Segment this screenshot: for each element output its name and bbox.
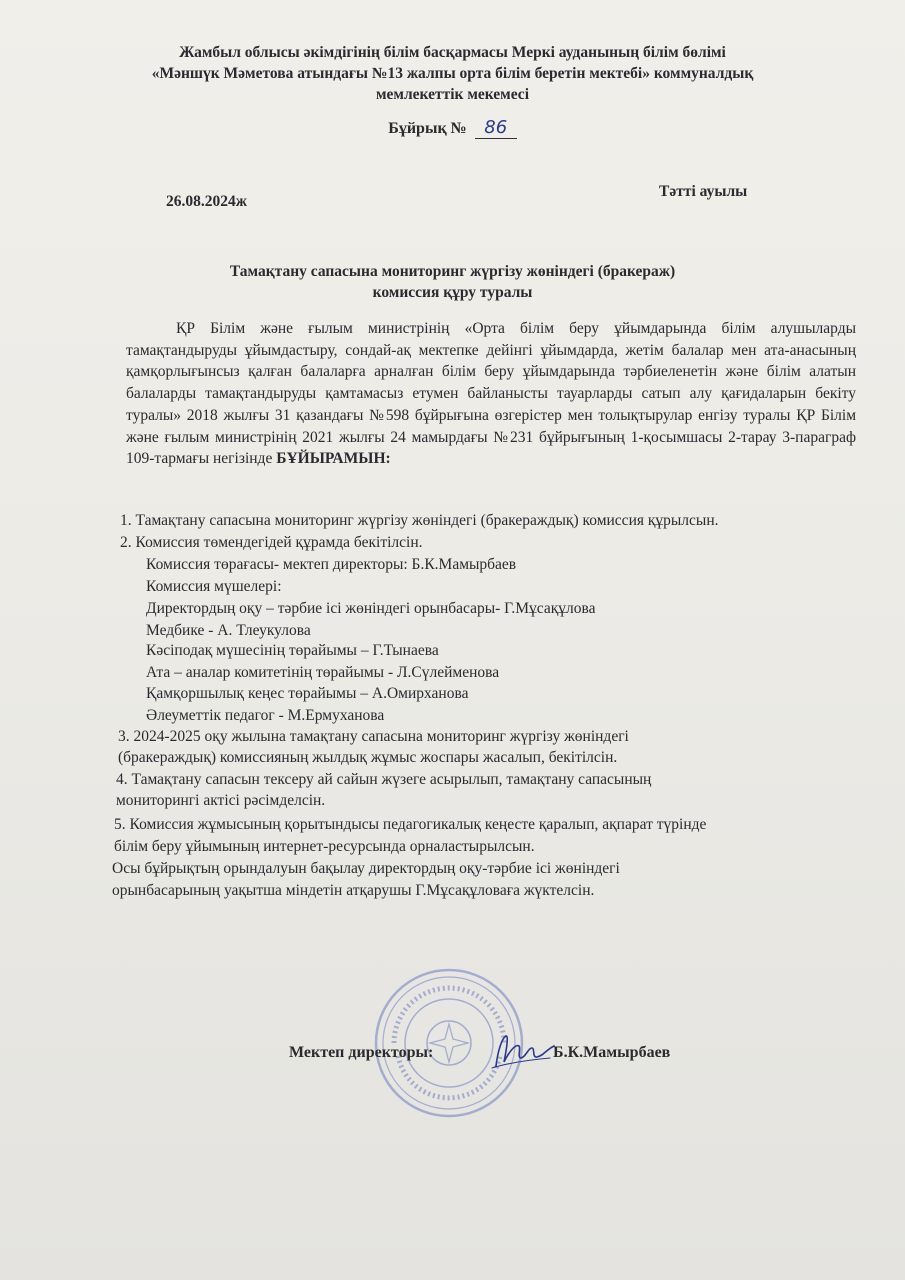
commission-member: Медбике - А. Тлеукулова xyxy=(146,622,311,639)
preamble-paragraph xyxy=(126,318,856,470)
item-2: 2. Комиссия төмендегідей құрамда бекітілсін. xyxy=(120,534,423,551)
document-title-line-2: комиссия құру туралы xyxy=(372,284,533,301)
item-4-line-2: мониторингі актісі рәсімделсін. xyxy=(116,792,326,809)
commission-member: Ата – аналар комитетінің төрайымы - Л.Сүлейменова xyxy=(146,664,500,681)
item-3-line-2: (бракераждық) комиссияның жылдық жұмыс жоспары жасалып, бекітілсін. xyxy=(118,749,618,766)
order-number-line xyxy=(0,117,905,139)
signature-scribble xyxy=(488,1030,558,1072)
order-place: Тәтті ауылы xyxy=(659,183,748,200)
preamble-text: ҚР Білім және ғылым министрінің «Орта білім беру ұйымдарында білім алушыларды тамақтандыруды ұйымдастыру, сондай-ақ мектепке дейінгі ұйымдарда, жетім балалар мен ата-анасының қамқорлығынсыз қалған балаларға арналған білім беру ұйымдарында тәрбиеленетін және білім алатын балаларды тамақтандыруды қамтамасыз етумен байланысты тауарларды сатып алу қағидаларын бекіту туралы» 2018 жылғы 31 қазандағы №598 бұйрығына өзгерістер мен толықтырулар енгізу туралы ҚР Білім және ғылым министрінің 2021 жылғы 24 мамырдағы №231 бұйрығының 1-қосымшасы 2-тарау 3-параграф 109-тармағы негізінде xyxy=(126,320,856,468)
item-5-line-2: білім беру ұйымының интернет-ресурсында орналастырылсын. xyxy=(114,838,535,855)
item-1: 1. Тамақтану сапасына мониторинг жүргізу жөніндегі (бракераждық) комиссия құрылсын. xyxy=(120,512,719,529)
signature-name: Б.К.Мамырбаев xyxy=(553,1044,671,1061)
commission-member: Директордың оқу – тәрбие ісі жөніндегі орынбасары- Г.Мұсақұлова xyxy=(146,600,596,617)
preamble-emphasis: БҰЙЫРАМЫН: xyxy=(276,450,391,468)
commission-member: Кәсіподақ мүшесінің төрайымы – Г.Тынаева xyxy=(146,642,439,659)
commission-chair: Комиссия төрағасы- мектеп директоры: Б.К.Мамырбаев xyxy=(146,556,517,573)
commission-members-label: Комиссия мүшелері: xyxy=(146,578,282,595)
order-number: 86 xyxy=(475,117,517,139)
item-5-line-1: 5. Комиссия жұмысының қорытындысы педагогикалық кеңесте қаралып, ақпарат түрінде xyxy=(114,816,707,833)
header-line-3: мемлекеттік мекемесі xyxy=(375,86,529,103)
control-line-1: Осы бұйрықтың орындалуын бақылау директордың оқу-тәрбие ісі жөніндегі xyxy=(112,860,620,877)
document-title-line-1: Тамақтану сапасына мониторинг жүргізу жөніндегі (бракераж) xyxy=(229,263,676,280)
order-date: 26.08.2024ж xyxy=(166,193,247,210)
control-line-2: орынбасарының уақытша міндетін атқарушы Г.Мұсақұловаға жүктелсін. xyxy=(112,882,595,899)
order-label: Бұйрық № xyxy=(388,120,467,137)
header-line-1: Жамбыл облысы әкімдігінің білім басқармасы Меркі ауданының білім бөлімі xyxy=(179,44,726,61)
header-line-2: «Мәншүк Мәметова атындағы №13 жалпы орта білім беретін мектебі» коммуналдық xyxy=(151,65,754,82)
commission-member: Қамқоршылық кеңес төрайымы – А.Омирханова xyxy=(146,685,469,702)
commission-member: Әлеуметтік педагог - М.Ермуханова xyxy=(146,707,385,724)
item-3-line-1: 3. 2024-2025 оқу жылына тамақтану сапасына мониторинг жүргізу жөніндегі xyxy=(118,728,629,745)
signature-role: Мектеп директоры: xyxy=(289,1044,434,1061)
item-4-line-1: 4. Тамақтану сапасын тексеру ай сайын жүзеге асырылып, тамақтану сапасының xyxy=(116,771,652,788)
